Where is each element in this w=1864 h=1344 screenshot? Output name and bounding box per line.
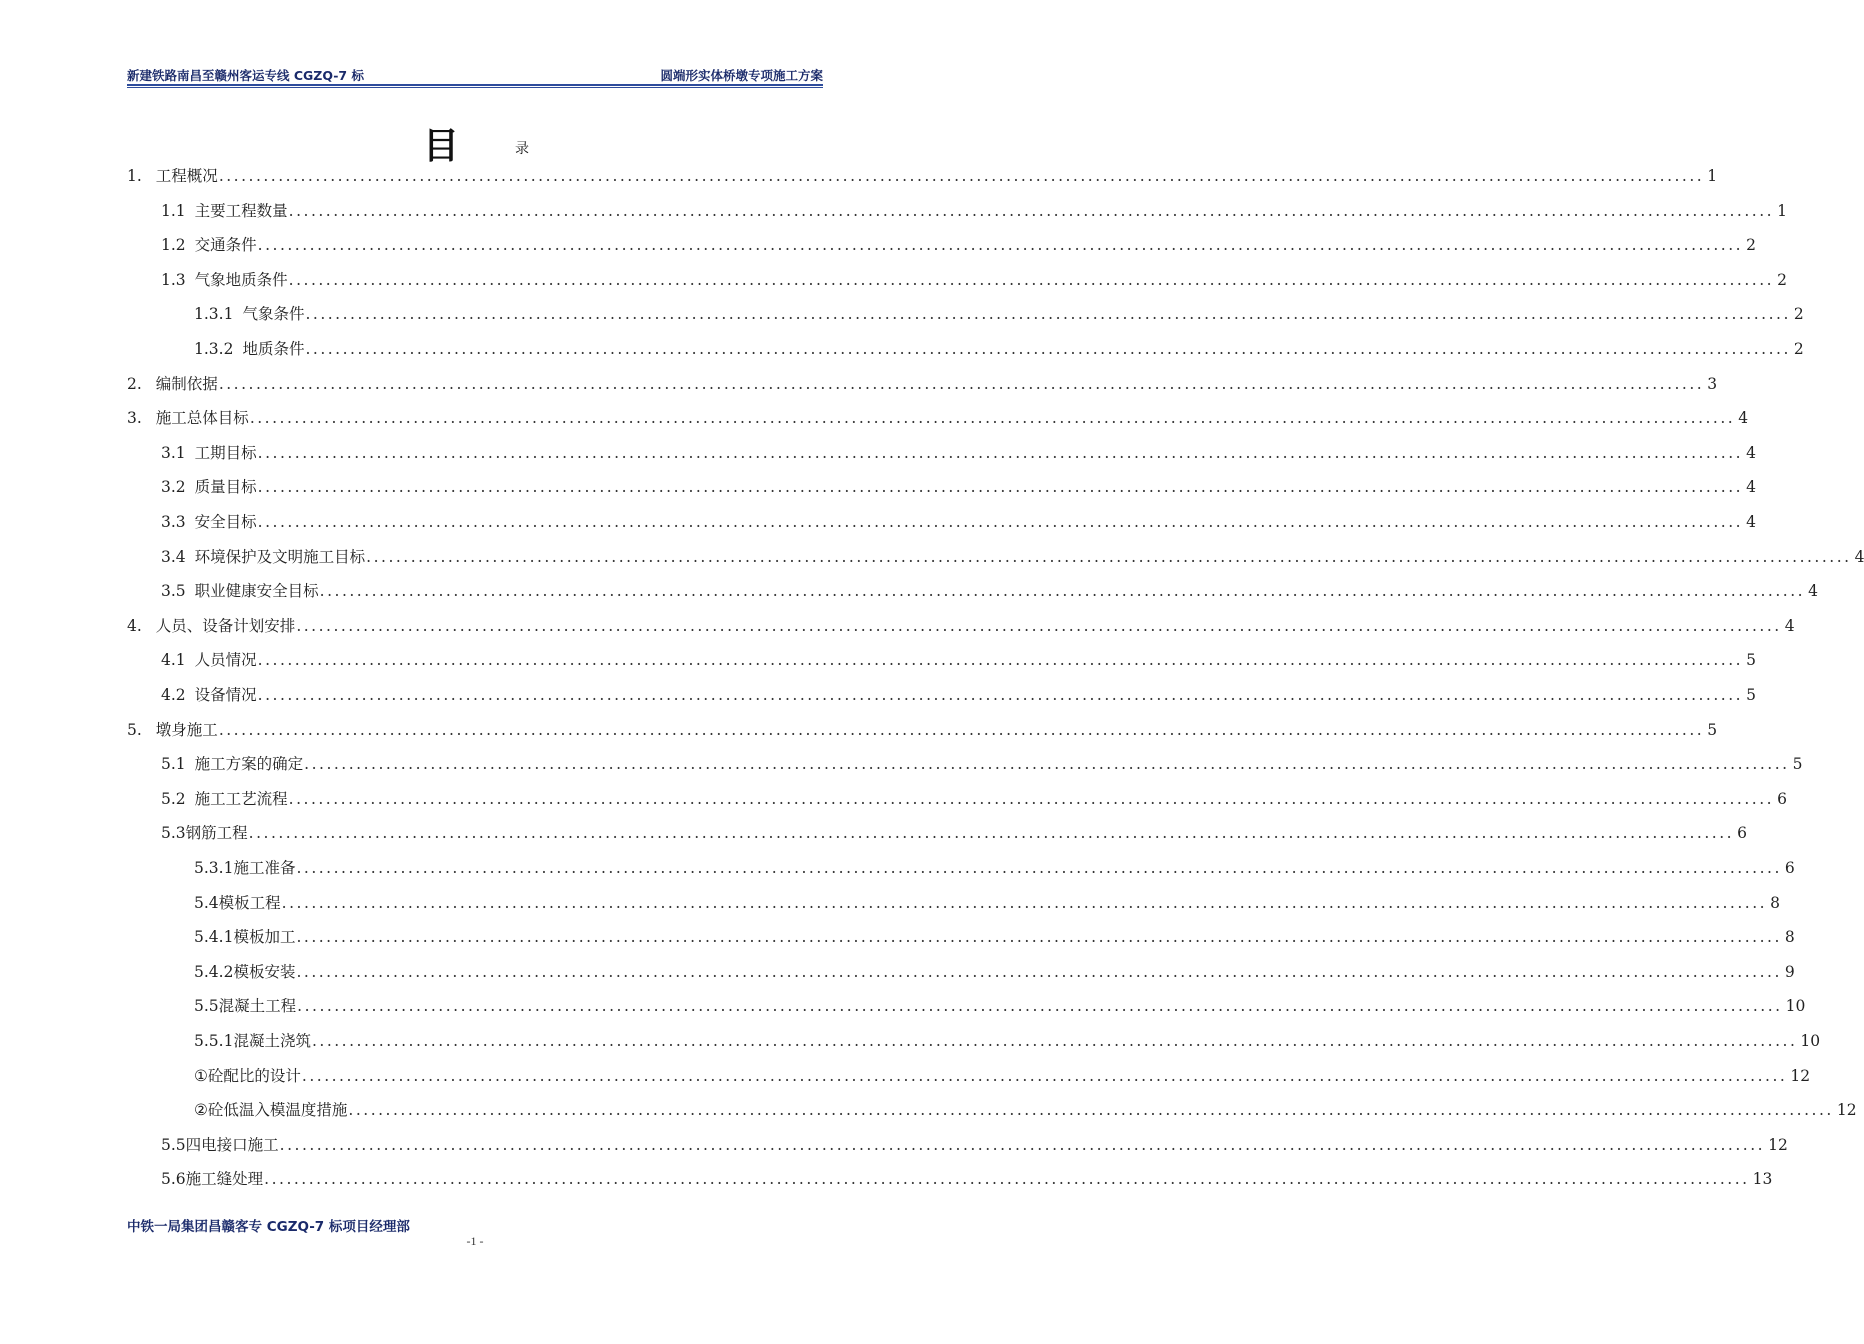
toc-entry-page: 10	[1785, 997, 1806, 1015]
toc-entry-title: 人员情况	[194, 651, 257, 669]
toc-entry-number: 4.1	[161, 651, 186, 669]
toc-entry[interactable]	[127, 614, 1795, 644]
toc-entry[interactable]	[161, 579, 1818, 609]
toc-entry-page: 10	[1800, 1032, 1821, 1050]
toc-entry-number: 3.1	[161, 444, 186, 462]
toc-entry-title: 砼配比的设计	[207, 1067, 301, 1085]
toc-entry-page: 12	[1790, 1067, 1811, 1085]
toc-entry-title: 人员、设备计划安排	[155, 617, 296, 635]
toc-entry-page: 4	[1746, 478, 1756, 496]
toc-entry-title: 安全目标	[194, 513, 257, 531]
header-project-name: 新建铁路南昌至赣州客运专线 CGZQ-7 标	[127, 68, 364, 83]
toc-leader-dots: ........................................................................................................................................................................................................	[218, 721, 1705, 739]
toc-leader-dots: ........................................................................................................................................................................................................	[288, 790, 1775, 808]
toc-leader-dots: ........................................................................................................................................................................................................	[296, 859, 1782, 877]
toc-entry-title: 砼低温入模温度措施	[207, 1101, 348, 1119]
toc-leader-dots: ........................................................................................................................................................................................................	[218, 375, 1705, 393]
toc-entry-title: 气象条件	[242, 305, 305, 323]
toc-entry-number: 1.1	[161, 202, 186, 220]
toc-entry-page: 2	[1793, 340, 1804, 358]
toc-entry[interactable]	[127, 718, 1718, 748]
toc-entry-page: 8	[1784, 928, 1795, 946]
toc-leader-dots: ........................................................................................................................................................................................................	[257, 444, 1744, 462]
toc-entry[interactable]	[161, 1133, 1788, 1163]
toc-entry-number: 1.2	[161, 236, 186, 254]
toc-entry-number: 1.3.1	[194, 305, 234, 323]
toc-entry-page: 6	[1784, 859, 1795, 877]
toc-entry[interactable]	[194, 337, 1804, 367]
toc-leader-dots: ........................................................................................................................................................................................................	[305, 340, 1791, 358]
toc-leader-dots: ........................................................................................................................................................................................................	[279, 1136, 1766, 1154]
toc-leader-dots: ........................................................................................................................................................................................................	[288, 202, 1775, 220]
page-number: -1 -	[466, 1234, 484, 1248]
toc-entry-number: 5.1	[161, 755, 186, 773]
header-divider	[127, 84, 823, 86]
toc-entry-page: 2	[1793, 305, 1804, 323]
toc-leader-dots: ........................................................................................................................................................................................................	[301, 1067, 1788, 1085]
toc-entry[interactable]	[194, 925, 1795, 955]
toc-entry-number: 1.3	[161, 271, 186, 289]
toc-leader-dots: ........................................................................................................................................................................................................	[297, 997, 1783, 1015]
toc-entry-number: 5.5	[161, 1136, 186, 1154]
toc-entry-page: 5	[1746, 686, 1756, 704]
toc-entry-page: 9	[1784, 963, 1795, 981]
toc-entry-page: 6	[1737, 824, 1747, 842]
toc-leader-dots: ........................................................................................................................................................................................................	[348, 1101, 1834, 1119]
toc-entry-title: 模板安装	[233, 963, 296, 981]
toc-leader-dots: ........................................................................................................................................................................................................	[319, 582, 1806, 600]
toc-leader-dots: ........................................................................................................................................................................................................	[257, 513, 1744, 531]
toc-entry[interactable]	[194, 302, 1804, 332]
toc-entry[interactable]	[194, 856, 1795, 886]
toc-entry-title: 设备情况	[194, 686, 257, 704]
toc-entry-number: 3.	[127, 409, 142, 427]
toc-entry-title: 混凝土工程	[218, 997, 297, 1015]
toc-entry-page: 4	[1854, 548, 1864, 566]
toc-entry-page: 4	[1784, 617, 1795, 635]
toc-entry-title: 质量目标	[194, 478, 257, 496]
toc-entry-title: 地质条件	[242, 340, 305, 358]
toc-title-secondary: 录	[515, 141, 529, 157]
toc-entry-title: 施工方案的确定	[194, 755, 304, 773]
toc-leader-dots: ........................................................................................................................................................................................................	[264, 1170, 1750, 1188]
toc-entry-number: 4.2	[161, 686, 186, 704]
toc-title-main: 目	[423, 126, 460, 167]
toc-entry-title: 工程概况	[155, 167, 218, 185]
toc-entry-title: 施工总体目标	[155, 409, 249, 427]
header-divider-thin	[127, 87, 823, 88]
toc-entry-number: 5.4.2	[194, 963, 234, 981]
toc-entry-title: 编制依据	[155, 375, 218, 393]
toc-entry-number: 3.5	[161, 582, 186, 600]
toc-leader-dots: ........................................................................................................................................................................................................	[257, 651, 1744, 669]
toc-entry[interactable]	[161, 821, 1747, 851]
toc-entry[interactable]	[194, 960, 1795, 990]
toc-entry[interactable]	[194, 994, 1806, 1024]
toc-entry-page: 3	[1707, 375, 1718, 393]
toc-entry-title: 职业健康安全目标	[194, 582, 319, 600]
toc-entry-title: 施工缝处理	[185, 1170, 264, 1188]
toc-entry-page: 1	[1707, 167, 1718, 185]
toc-entry-number: ②	[194, 1101, 208, 1119]
toc-leader-dots: ........................................................................................................................................................................................................	[296, 928, 1782, 946]
toc-entry-title: 气象地质条件	[194, 271, 288, 289]
toc-entry-title: 主要工程数量	[194, 202, 288, 220]
toc-leader-dots: ........................................................................................................................................................................................................	[305, 305, 1791, 323]
toc-entry-number: ①	[194, 1067, 208, 1085]
toc-title	[0, 118, 950, 168]
page-header	[127, 64, 823, 84]
toc-entry-number: 5.	[127, 721, 142, 739]
toc-entry-page: 12	[1836, 1101, 1857, 1119]
toc-leader-dots: ........................................................................................................................................................................................................	[257, 478, 1744, 496]
toc-leader-dots: ........................................................................................................................................................................................................	[311, 1032, 1798, 1050]
toc-entry-title: 施工工艺流程	[194, 790, 288, 808]
toc-entry-title: 模板工程	[218, 894, 281, 912]
toc-entry-number: 4.	[127, 617, 142, 635]
toc-entry-title: 施工准备	[233, 859, 296, 877]
toc-entry[interactable]	[194, 1029, 1821, 1059]
toc-entry-number: 5.6	[161, 1170, 186, 1188]
toc-entry-number: 2.	[127, 375, 142, 393]
toc-entry-number: 5.3	[161, 824, 186, 842]
toc-entry-title: 模板加工	[233, 928, 296, 946]
toc-entry[interactable]	[161, 683, 1756, 713]
toc-entry[interactable]	[194, 1064, 1811, 1094]
toc-entry[interactable]	[127, 164, 1718, 194]
toc-entry[interactable]	[161, 545, 1864, 575]
toc-entry-title: 四电接口施工	[185, 1136, 279, 1154]
toc-entry[interactable]	[161, 233, 1756, 263]
toc-entry-page: 1	[1777, 202, 1787, 220]
toc-entry-title: 墩身施工	[155, 721, 218, 739]
toc-entry-number: 3.4	[161, 548, 186, 566]
toc-entry-number: 5.3.1	[194, 859, 234, 877]
toc-leader-dots: ........................................................................................................................................................................................................	[257, 686, 1744, 704]
toc-entry-number: 3.3	[161, 513, 186, 531]
toc-entry-page: 8	[1770, 894, 1780, 912]
toc-entry-number: 5.5.1	[194, 1032, 234, 1050]
toc-leader-dots: ........................................................................................................................................................................................................	[366, 548, 1852, 566]
toc-entry[interactable]	[161, 648, 1756, 678]
toc-entry-page: 4	[1738, 409, 1749, 427]
toc-leader-dots: ........................................................................................................................................................................................................	[304, 755, 1790, 773]
toc-entry-title: 交通条件	[194, 236, 257, 254]
toc-entry-number: 1.	[127, 167, 142, 185]
toc-entry[interactable]	[161, 510, 1756, 540]
toc-entry-page: 5	[1792, 755, 1803, 773]
toc-entry-number: 5.4	[194, 894, 219, 912]
toc-entry-page: 2	[1746, 236, 1756, 254]
toc-leader-dots: ........................................................................................................................................................................................................	[296, 617, 1782, 635]
toc-leader-dots: ........................................................................................................................................................................................................	[218, 167, 1705, 185]
toc-entry[interactable]	[161, 752, 1803, 782]
toc-entry[interactable]	[127, 406, 1749, 436]
toc-entry-title: 混凝土浇筑	[233, 1032, 311, 1050]
toc-leader-dots: ........................................................................................................................................................................................................	[248, 824, 1735, 842]
toc-entry-page: 5	[1746, 651, 1756, 669]
toc-entry-title: 钢筋工程	[185, 824, 248, 842]
toc-entry-number: 5.4.1	[194, 928, 234, 946]
toc-entry[interactable]	[194, 891, 1780, 921]
toc-entry-number: 1.3.2	[194, 340, 234, 358]
header-document-title: 圆端形实体桥墩专项施工方案	[660, 68, 823, 83]
toc-entry[interactable]	[161, 787, 1787, 817]
toc-entry[interactable]	[161, 1167, 1773, 1197]
toc-entry[interactable]	[161, 199, 1787, 229]
toc-entry[interactable]	[161, 475, 1756, 505]
toc-leader-dots: ........................................................................................................................................................................................................	[249, 409, 1736, 427]
toc-leader-dots: ........................................................................................................................................................................................................	[288, 271, 1775, 289]
toc-entry-page: 5	[1707, 721, 1718, 739]
toc-entry-number: 5.5	[194, 997, 219, 1015]
toc-entry-number: 3.2	[161, 478, 186, 496]
toc-entry[interactable]	[161, 441, 1756, 471]
toc-entry-page: 4	[1746, 444, 1756, 462]
toc-entry[interactable]	[127, 372, 1718, 402]
toc-entry-title: 工期目标	[194, 444, 257, 462]
toc-entry-page: 2	[1777, 271, 1787, 289]
toc-entry-number: 5.2	[161, 790, 186, 808]
toc-entry-page: 12	[1768, 1136, 1788, 1154]
toc-entry-page: 13	[1752, 1170, 1773, 1188]
toc-entry-page: 4	[1808, 582, 1818, 600]
footer-organization: 中铁一局集团昌赣客专 CGZQ-7 标项目经理部	[127, 1219, 410, 1235]
toc-entry[interactable]	[194, 1098, 1857, 1128]
toc-entry-title: 环境保护及文明施工目标	[194, 548, 366, 566]
toc-entry-page: 4	[1746, 513, 1756, 531]
toc-leader-dots: ........................................................................................................................................................................................................	[296, 963, 1782, 981]
toc-entry[interactable]	[161, 268, 1787, 298]
toc-leader-dots: ........................................................................................................................................................................................................	[257, 236, 1744, 254]
toc-leader-dots: ........................................................................................................................................................................................................	[281, 894, 1768, 912]
toc-entry-page: 6	[1777, 790, 1787, 808]
